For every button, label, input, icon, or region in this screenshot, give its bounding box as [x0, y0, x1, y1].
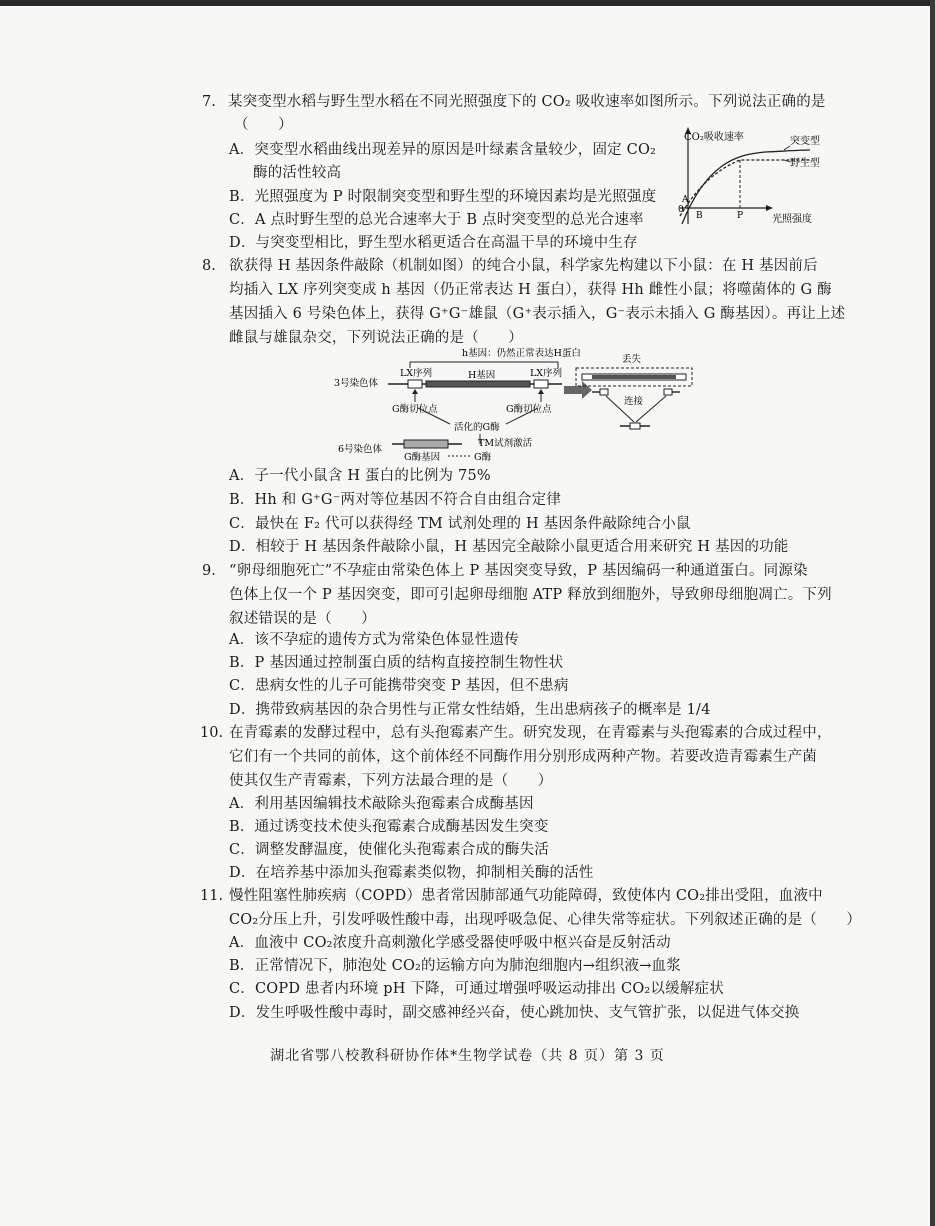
- q7-point-a-label: A: [682, 195, 689, 205]
- q7-origin: 0: [678, 205, 684, 215]
- q7-stem: 某突变型水稻与野生型水稻在不同光照强度下的 CO₂ 吸收速率如图所示。下列说法正确的是: [228, 94, 826, 110]
- q8-lx-left-label: LX序列: [400, 368, 433, 379]
- q7-y-label: CO₂吸收速率: [684, 132, 744, 143]
- q10-option-a: A．利用基因编辑技术敲除头孢霉素合成酶基因: [229, 796, 534, 812]
- q8-cut-left-arrowhead: [412, 389, 418, 394]
- q8-option-d: D．相较于 H 基因条件敲除小鼠，H 基因完全敲除小鼠更适合用来研究 H 基因的功能: [229, 539, 789, 555]
- q9-option-a: A．该不孕症的遗传方式为常染色体显性遗传: [229, 632, 519, 648]
- q8-lx-right-label: LX序列: [530, 368, 563, 379]
- q7-option-b: B．光照强度为 P 时限制突变型和野生型的环境因素均是光照强度: [229, 189, 657, 205]
- q9-stem-line3: 叙述错误的是（ ）: [229, 611, 376, 627]
- q7-option-a: A．突变型水稻曲线出现差异的原因是叶绿素含量较少，固定 CO₂: [229, 142, 657, 158]
- q8-h-gene-box: [426, 381, 530, 387]
- q8-activated-label: 活化的G酶: [454, 422, 500, 433]
- q8-stem-line4: 雌鼠与雄鼠杂交，下列说法正确的是（ ）: [229, 330, 523, 346]
- q10-stem-line3: 使其仅生产青霉素，下列方法最合理的是（ ）: [229, 773, 553, 789]
- q9-option-c: C．患病女性的儿子可能携带突变 P 基因，但不患病: [229, 678, 569, 694]
- q8-big-arrow: [564, 381, 592, 399]
- q11-option-b: B．正常情况下，肺泡处 CO₂的运输方向为肺泡细胞内→组织液→血浆: [229, 958, 681, 974]
- q8-right-site: [664, 389, 672, 395]
- q11-stem-line2: CO₂分压上升，引发呼吸性酸中毒，出现呼吸急促、心律失常等症状。下列叙述正确的是（ ）: [229, 912, 862, 928]
- q10-stem-line2: 它们有一个共同的前体，这个前体经不同酶作用分别形成两种产物。若要改造青霉素生产菌: [229, 749, 817, 765]
- q7-point-p-label: P: [737, 211, 744, 221]
- q7-chart: [666, 124, 836, 236]
- q7-point-b-label: B: [696, 211, 703, 221]
- q7-option-d: D．与突变型相比，野生型水稻更适合在高温干旱的环境中生存: [229, 235, 638, 251]
- q9-option-d: D．携带致病基因的杂合男性与正常女性结婚，生出患病孩子的概率是 1/4: [229, 702, 711, 718]
- q7-x-arrow: [766, 205, 773, 211]
- q8-lx-left-box: [408, 380, 422, 388]
- q11-stem-line1: 慢性阻塞性肺疾病（COPD）患者常因肺部通气功能障碍，致使体内 CO₂排出受阻，血液中: [229, 888, 823, 904]
- q8-option-c: C．最快在 F₂ 代可以获得经 TM 试剂处理的 H 基因条件敲除纯合小鼠: [229, 516, 691, 532]
- q10-option-b: B．通过诱变技术使头孢霉素合成酶基因发生突变: [229, 819, 549, 835]
- q11-option-c: C．COPD 患者内环境 pH 下降，可通过增强呼吸运动排出 CO₂以缓解症状: [229, 981, 724, 997]
- q8-left-site: [600, 389, 608, 395]
- q10-option-d: D．在培养基中添加头孢霉素类似物，抑制相关酶的活性: [229, 865, 594, 881]
- q9-number: 9.: [202, 563, 216, 579]
- q8-cut-right-arrowhead: [538, 389, 544, 394]
- q7-number: 7.: [202, 94, 216, 110]
- q11-option-a: A．血液中 CO₂浓度升高刺激化学感受器使呼吸中枢兴奋是反射活动: [229, 935, 671, 951]
- scan-border-right: [930, 0, 935, 1226]
- q7-option-c: C．A 点时野生型的总光合速率大于 B 点时突变型的总光合速率: [229, 212, 644, 228]
- q8-number: 8.: [202, 258, 216, 274]
- q7-series1-label: 突变型: [790, 136, 820, 147]
- q11-number: 11.: [200, 888, 224, 904]
- q8-tm-label: TM试剂激活: [478, 438, 533, 449]
- q8-g-gene-box: [404, 440, 448, 448]
- q10-number: 10.: [200, 725, 224, 741]
- q8-lost-label: 丢失: [622, 354, 642, 365]
- q8-lost-gene: [592, 375, 676, 379]
- q8-option-a: A．子一代小鼠含 H 蛋白的比例为 75%: [229, 468, 491, 484]
- q9-option-b: B．P 基因通过控制蛋白质的结构直接控制生物性状: [229, 655, 564, 671]
- q9-stem-line1: “卵母细胞死亡”不孕症由常染色体上 P 基因突变导致，P 基因编码一种通道蛋白。同源染: [229, 563, 808, 579]
- q11-option-d: D．发生呼吸性酸中毒时，副交感神经兴奋，使心跳加快、支气管扩张，以促进气体交换: [229, 1005, 800, 1021]
- q8-stem-line1: 欲获得 H 基因条件敲除（机制如图）的纯合小鼠，科学家先构建以下小鼠：在 H 基因前后: [229, 258, 818, 274]
- q7-answer-bracket: （ ）: [234, 117, 293, 133]
- q9-stem-line2: 色体上仅一个 P 基因突变，即可引起卵母细胞 ATP 释放到细胞外，导致卵母细胞凋亡。下列: [229, 587, 832, 603]
- q8-joined-site: [630, 423, 640, 429]
- q8-g-enzyme-label: G酶: [474, 452, 492, 463]
- q8-h-gene-label: h基因：仍然正常表达H蛋白: [462, 348, 581, 359]
- q8-cut-left-label: G酶切位点: [392, 404, 438, 415]
- q8-stem-line2: 均插入 LX 序列突变成 h 基因（仍正常表达 H 蛋白），获得 Hh 雌性小鼠；将噬菌体的 G 酶: [229, 282, 832, 298]
- q7-x-label: 光照强度: [772, 214, 812, 225]
- q8-stem-line3: 基因插入 6 号染色体上，获得 G⁺G⁻雄鼠（G⁺表示插入，G⁻表示未插入 G 酶基因）。再让上述: [229, 306, 846, 322]
- q8-connect-label: 连接: [624, 396, 644, 407]
- q8-mechanism-diagram: [330, 346, 700, 464]
- q8-h-gene-text: H基因: [468, 370, 496, 381]
- q7-series2-label: 野生型: [790, 158, 820, 169]
- page-footer: 湖北省鄂八校教科研协作体*生物学试卷（共 8 页）第 3 页: [270, 1048, 665, 1064]
- q8-option-b: B．Hh 和 G⁺G⁻两对等位基因不符合自由组合定律: [229, 492, 562, 508]
- q8-lx-right-box: [534, 380, 548, 388]
- q10-option-c: C．调整发酵温度，使催化头孢霉素合成的酶失活: [229, 842, 549, 858]
- q8-chr6-label: 6号染色体: [338, 444, 383, 455]
- q10-stem-line1: 在青霉素的发酵过程中，总有头孢霉素产生。研究发现，在青霉素与头孢霉素的合成过程中，: [229, 725, 832, 741]
- q8-cut-right-label: G酶切位点: [506, 404, 552, 415]
- scan-border-top: [0, 0, 935, 6]
- q8-chr3-label: 3号染色体: [334, 378, 379, 389]
- q8-g-gene-label: G酶基因: [404, 452, 441, 463]
- q7-option-a-cont: 酶的活性较高: [253, 165, 342, 181]
